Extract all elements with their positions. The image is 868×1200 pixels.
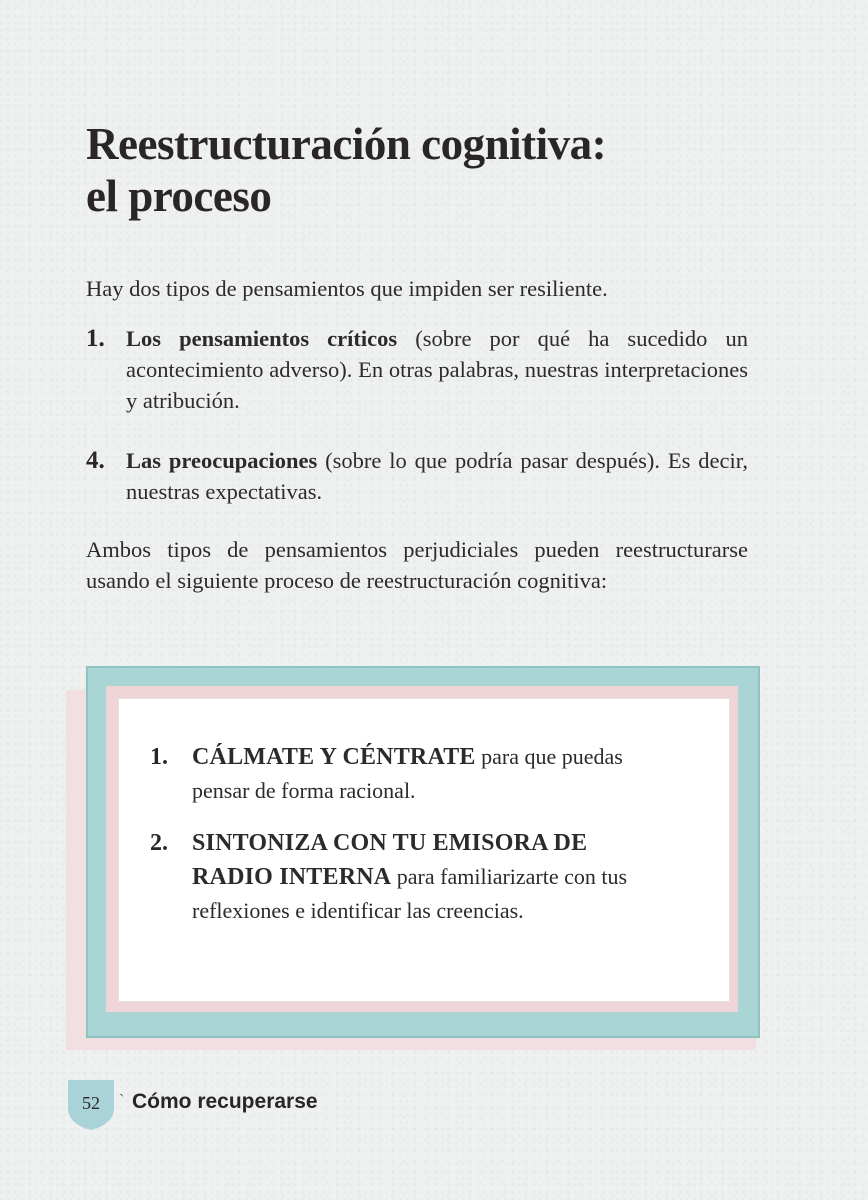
list-item-text: (sobre por qué ha sucedido un acontecimiento adverso). En otras palabras, nuestras interpretaciones y atribución. <box>126 326 748 413</box>
intro-paragraph: Hay dos tipos de pensamientos que impiden ser resiliente. <box>86 276 608 301</box>
separator-mark: ` <box>119 1092 125 1109</box>
list-number: 4. <box>86 447 105 474</box>
list-item-term: Los pensamientos críticos <box>126 326 398 351</box>
page-number: 52 <box>82 1093 100 1113</box>
step-title: SINTONIZA CON TU EMISORA DE RADIO INTERNA <box>192 830 588 890</box>
page-title-line-2: el proceso <box>86 171 272 221</box>
step-number: 2. <box>150 830 168 856</box>
step-text: para familiarizarte con tus reflexiones e identificar las creencias. <box>192 864 628 923</box>
process-step <box>150 826 652 928</box>
list-item-term: Las preocupaciones <box>126 448 318 473</box>
list-item-text: (sobre lo que podría pasar después). Es decir, nuestras expectativas. <box>126 448 748 504</box>
list-item <box>86 323 748 416</box>
process-step <box>150 740 652 808</box>
page-title-line-1: Reestructuración cognitiva: <box>86 119 607 169</box>
list-number: 1. <box>86 325 105 352</box>
step-text: para que puedas pensar de forma racional. <box>192 744 623 803</box>
step-number: 1. <box>150 744 168 770</box>
list-item <box>86 445 748 507</box>
outro-paragraph: Ambos tipos de pensamientos perjudiciales pueden reestructurarse usando el siguiente proceso de reestructuración cognitiva: <box>86 537 748 593</box>
step-title: CÁLMATE Y CÉNTRATE <box>192 744 476 770</box>
page-title <box>86 118 606 222</box>
running-title: Cómo recuperarse <box>132 1090 318 1113</box>
